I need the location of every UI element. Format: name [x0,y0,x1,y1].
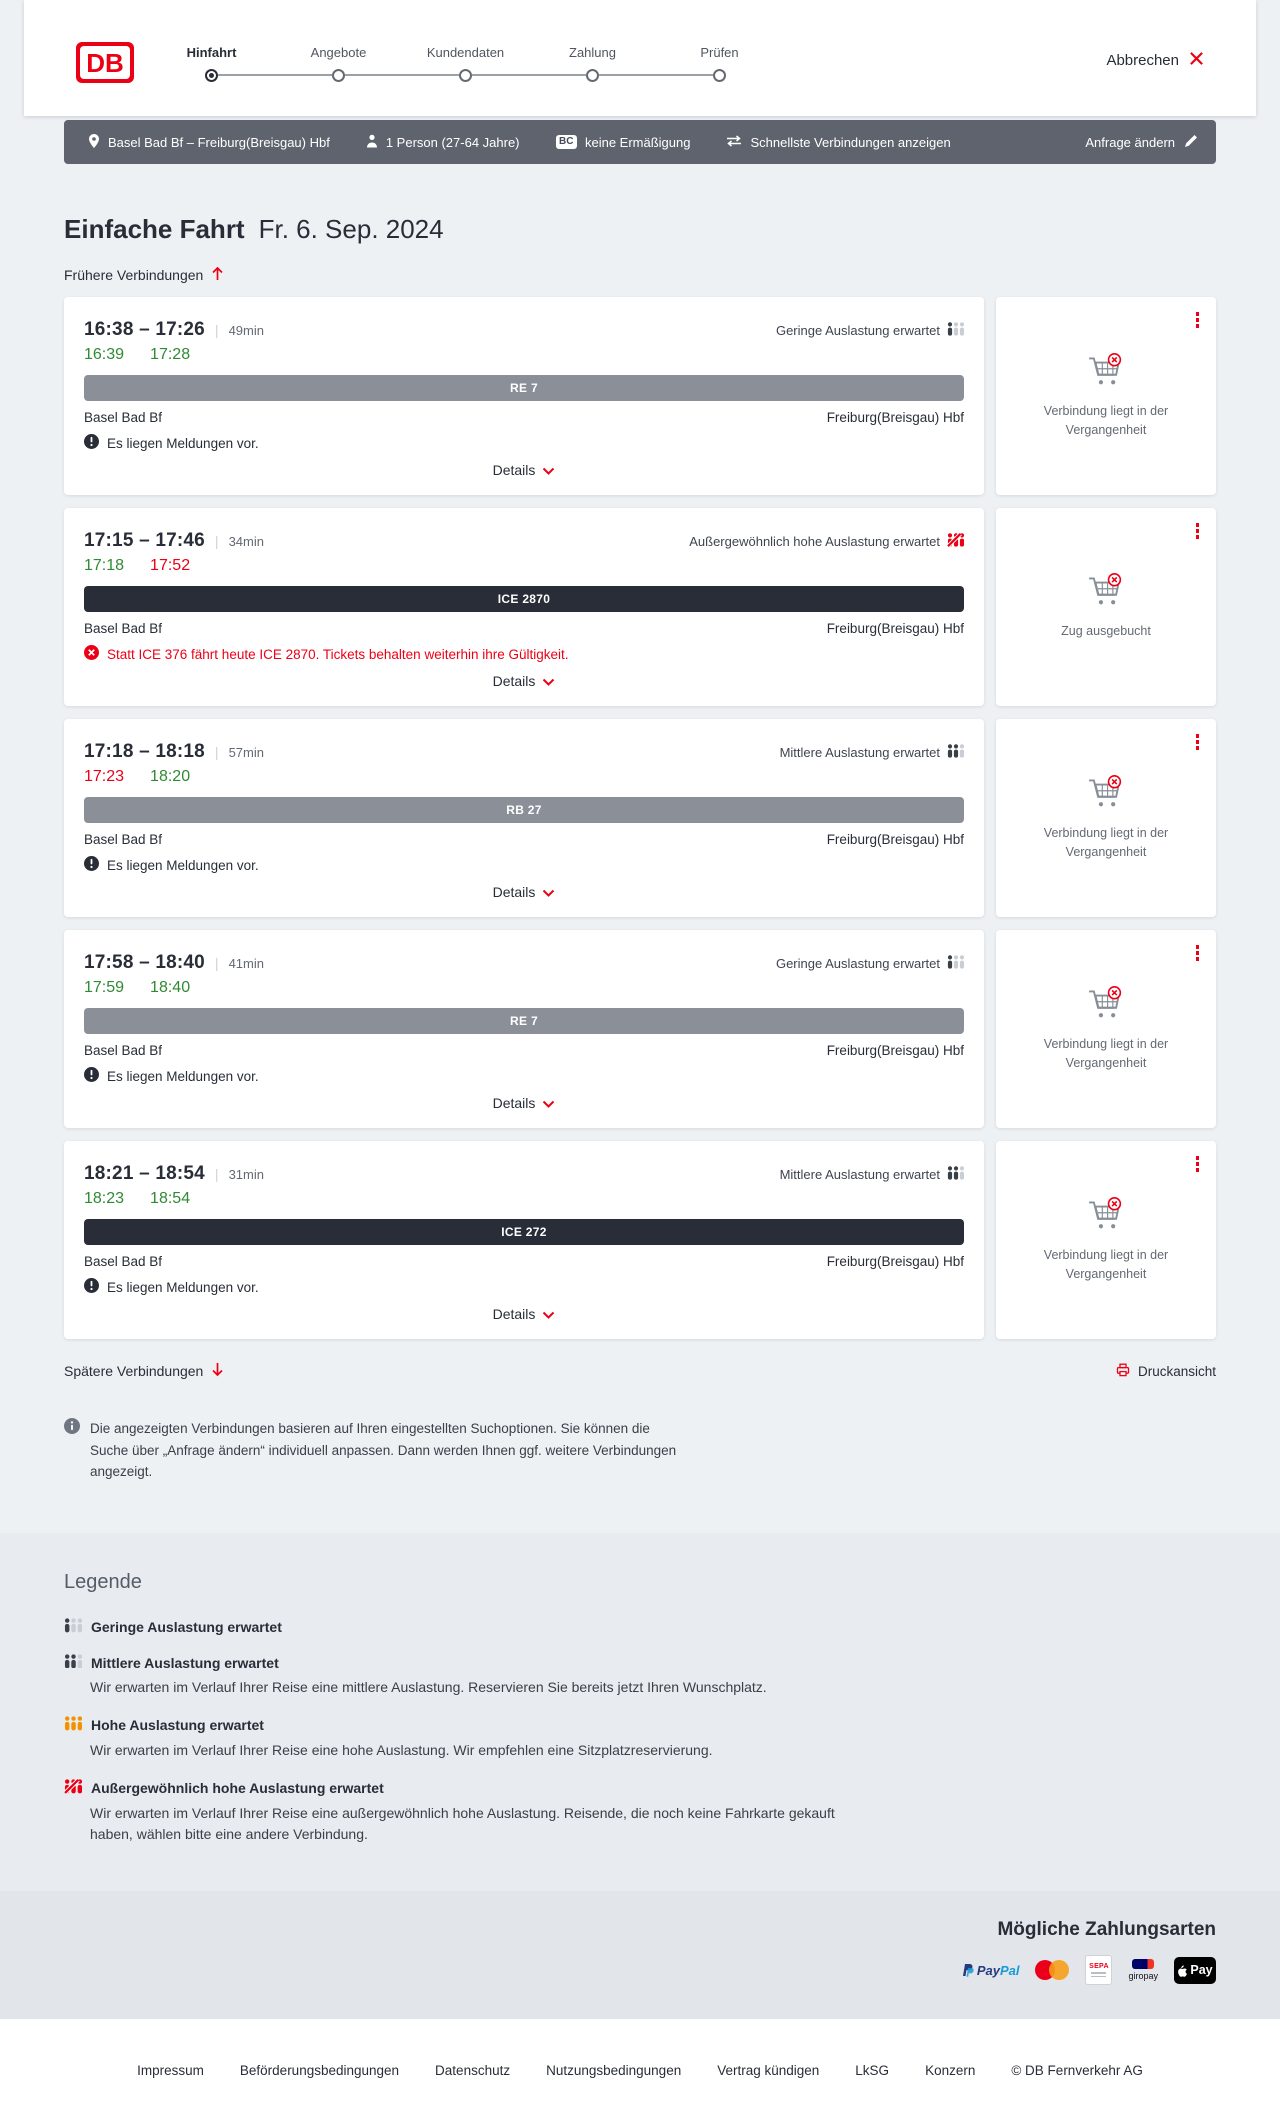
route-label: Basel Bad Bf – Freiburg(Breisgau) Hbf [108,134,330,150]
db-logo[interactable] [76,42,134,88]
step-circle-icon [459,69,472,82]
availability-status: Verbindung liegt in der Vergangenheit [1043,826,1169,859]
payment-methods-title: Mögliche Zahlungsarten [997,1919,1216,1941]
legend-item-description: Wir erwarten im Verlauf Ihrer Reise eine hohe Auslastung. Wir empfehlen eine Sitzplatzreservierung. [90,1742,713,1759]
connection-side-panel [996,508,1216,706]
print-view-link[interactable] [1116,1363,1216,1380]
occupancy-icon [64,1716,82,1734]
message-icon [84,645,99,663]
realtime-times [84,346,964,364]
message-text: Es liegen Meldungen vor. [107,435,259,451]
location-pin-icon [88,133,100,152]
origin-station: Basel Bad Bf [84,1043,163,1058]
train-bar[interactable] [84,797,964,823]
details-label: Details [492,462,536,478]
step-label: Angebote [310,44,367,60]
duration-divider: | [214,322,219,338]
occupancy-icon [947,322,964,339]
legend-items [64,1618,1216,1845]
realtime-times [84,979,964,997]
occupancy-label: Außergewöhnlich hohe Auslastung erwartet [689,534,940,549]
planned-times: 17:18 – 18:18 [84,741,205,762]
realtime-departure: 17:18 [84,557,125,574]
message-text: Es liegen Meldungen vor. [107,1068,259,1084]
train-bar[interactable] [84,375,964,401]
paypal-icon: PayPal [962,1963,1020,1978]
destination-station: Freiburg(Breisgau) Hbf [826,621,964,636]
realtime-departure: 17:23 [84,768,125,785]
sort-option-label: Schnellste Verbindungen anzeigen [750,134,951,150]
message-text: Es liegen Meldungen vor. [107,857,259,873]
origin-station: Basel Bad Bf [84,621,163,636]
train-bar[interactable] [84,586,964,612]
planned-times: 16:38 – 17:26 [84,319,205,340]
search-summary-bar [64,120,1216,164]
booking-progress-stepper [148,45,783,82]
discount-label: keine Ermäßigung [584,134,691,150]
realtime-times [84,768,964,786]
train-label: RE 7 [510,381,538,395]
options-menu-button[interactable] [1193,520,1203,542]
footer-link[interactable]: Beförderungsbedingungen [239,2062,400,2078]
legend-item [64,1654,1216,1699]
occupancy-icon [947,744,964,761]
cart-unavailable-icon [1087,775,1125,814]
travel-date: Fr. 6. Sep. 2024 [258,214,444,244]
legend-item-title: Hohe Auslastung erwartet [91,1717,264,1734]
duration: 41min [228,956,264,971]
page-title-row [64,214,1216,244]
top-navigation-bar [24,0,1256,116]
passenger-label: 1 Person (27-64 Jahre) [385,134,520,150]
step-circle-icon [586,69,599,82]
sort-option-summary [726,135,950,150]
connection-message [84,645,964,663]
details-button[interactable] [493,673,556,689]
payment-icons-row [962,1955,1216,1985]
chevron-down-icon [542,462,555,478]
footer-link[interactable]: Nutzungsbedingungen [546,2062,682,2078]
occupancy-icon [64,1654,82,1672]
origin-station: Basel Bad Bf [84,832,163,847]
connection-message [84,434,964,452]
arrow-up-icon [211,266,224,284]
db-logo-text: DB [86,48,124,78]
occupancy-label: Geringe Auslastung erwartet [775,323,940,338]
duration: 49min [228,323,264,338]
step-label: Zahlung [569,44,616,60]
legend-item [64,1716,1216,1761]
duration-divider: | [214,955,219,971]
step-circle-icon [713,69,726,82]
legend-item-description: Wir erwarten im Verlauf Ihrer Reise eine außergewöhnlich hohe Auslastung. Reisende, die noch keine Fahrkarte gekauft haben, wählen bitte eine andere Verbindung. [90,1805,835,1843]
legend-section [0,1533,1280,1891]
footer-copyright: © DB Fernverkehr AG [1011,2062,1143,2078]
legend-item [64,1779,1216,1845]
earlier-connections-link[interactable] [64,266,224,284]
chevron-down-icon [542,673,555,689]
message-text: Es liegen Meldungen vor. [107,1279,259,1295]
connection-row [64,508,1216,706]
availability-status: Verbindung liegt in der Vergangenheit [1043,1037,1169,1070]
occupancy-indicator [689,530,964,550]
details-button[interactable] [493,1306,556,1322]
occupancy-label: Geringe Auslastung erwartet [775,956,940,971]
message-icon [84,1278,99,1296]
details-button[interactable] [493,1095,556,1111]
message-icon [84,1067,99,1085]
occupancy-icon [64,1779,82,1797]
duration-divider: | [214,744,219,760]
page-title: Einfache Fahrt [64,214,245,244]
destination-station: Freiburg(Breisgau) Hbf [826,832,964,847]
train-label: RB 27 [506,803,542,817]
occupancy-icon [947,1166,964,1183]
person-icon [366,134,378,151]
connection-row [64,719,1216,917]
options-menu-button[interactable] [1193,1153,1203,1175]
step-label: Kundendaten [426,44,505,60]
options-menu-button[interactable] [1193,309,1203,331]
details-label: Details [492,1095,536,1111]
print-view-label: Druckansicht [1137,1363,1216,1379]
close-icon [1189,51,1204,70]
info-icon [64,1418,80,1441]
earlier-connections-label: Frühere Verbindungen [64,267,204,283]
occupancy-label: Mittlere Auslastung erwartet [779,745,940,760]
realtime-times [84,557,964,575]
cart-unavailable-icon [1087,1197,1125,1236]
cancel-label: Abbrechen [1106,51,1179,69]
footer-link[interactable]: Datenschutz [435,2062,511,2078]
connection-card [64,930,984,1128]
step-circle-icon [332,69,345,82]
connection-card [64,719,984,917]
occupancy-indicator [776,319,964,339]
pencil-icon [1184,134,1198,151]
discount-summary [556,135,691,150]
connection-row [64,297,1216,495]
realtime-departure: 17:59 [84,979,125,996]
origin-station: Basel Bad Bf [84,410,163,425]
route-summary [88,133,330,152]
train-label: ICE 2870 [497,592,551,606]
chevron-down-icon [542,1306,555,1322]
legend-item-title: Außergewöhnlich hohe Auslastung erwartet [91,1780,384,1797]
arrow-down-icon [211,1362,224,1380]
realtime-arrival: 17:52 [150,557,191,574]
destination-station: Freiburg(Breisgau) Hbf [826,410,964,425]
connection-side-panel [996,719,1216,917]
details-label: Details [492,673,536,689]
transfer-arrows-icon [726,135,742,150]
info-text: Die angezeigten Verbindungen basieren auf Ihren eingestellten Suchoptionen. Sie können die Suche über „Anfrage ändern“ individuell anpassen. Dann werden Ihnen ggf. weitere Verbindungen angezeigt. [90,1421,677,1480]
search-options-info-note [64,1418,1216,1483]
journey-results-main [0,214,1280,1533]
giropay-icon: giropay [1128,1959,1158,1981]
options-menu-button[interactable] [1193,731,1203,753]
cart-unavailable-icon [1087,986,1125,1025]
legend-item-title: Mittlere Auslastung erwartet [91,1654,279,1671]
connection-side-panel [996,930,1216,1128]
sepa-lastschrift-icon: SEPA [1085,1955,1112,1985]
footer-link[interactable]: Konzern [925,2062,976,2078]
legend-item-title: Geringe Auslastung erwartet [91,1618,282,1635]
apple-pay-icon: Pay [1174,1957,1216,1984]
realtime-arrival: 18:40 [150,979,191,996]
connection-card [64,1141,984,1339]
cancel-button[interactable] [1106,51,1204,70]
realtime-arrival: 18:20 [150,768,191,785]
realtime-arrival: 17:28 [150,346,191,363]
occupancy-indicator [776,952,964,972]
chevron-down-icon [542,1095,555,1111]
train-label: ICE 272 [501,1225,547,1239]
realtime-departure: 16:39 [84,346,125,363]
options-menu-button[interactable] [1193,942,1203,964]
connection-message [84,1067,964,1085]
connection-row [64,930,1216,1128]
realtime-times [84,1190,964,1208]
details-button[interactable] [493,884,556,900]
occupancy-indicator [780,741,964,761]
connection-card [64,508,984,706]
step-prüfen[interactable] [656,45,783,82]
connection-card [64,297,984,495]
cart-unavailable-icon [1087,573,1125,612]
bahncard-icon: BC [556,135,577,149]
message-icon [84,856,99,874]
chevron-down-icon [542,884,555,900]
later-connections-label: Spätere Verbindungen [64,1363,204,1379]
train-label: RE 7 [510,1014,538,1028]
planned-times: 17:58 – 18:40 [84,952,205,973]
duration: 57min [228,745,264,760]
payment-methods-section [0,1891,1280,2019]
message-text: Statt ICE 376 fährt heute ICE 2870. Tickets behalten weiterhin ihre Gültigkeit. [107,646,569,662]
page-footer [0,2019,1280,2121]
legend-title: Legende [64,1570,142,1593]
results-bottom-links [64,1362,1216,1380]
connection-side-panel [996,297,1216,495]
duration: 34min [228,534,264,549]
origin-station: Basel Bad Bf [84,1254,163,1269]
details-label: Details [492,1306,536,1322]
edit-request-label: Anfrage ändern [1085,134,1175,150]
availability-status: Verbindung liegt in der Vergangenheit [1043,1248,1169,1281]
legend-item [64,1618,1216,1636]
connection-message [84,856,964,874]
destination-station: Freiburg(Breisgau) Hbf [826,1043,964,1058]
train-bar[interactable] [84,1008,964,1034]
realtime-departure: 18:23 [84,1190,125,1207]
details-button[interactable] [493,462,556,478]
connection-message [84,1278,964,1296]
footer-link[interactable]: Impressum [137,2062,204,2078]
occupancy-label: Mittlere Auslastung erwartet [779,1167,940,1182]
edit-request-button[interactable] [1085,134,1198,151]
destination-station: Freiburg(Breisgau) Hbf [826,1254,964,1269]
connection-side-panel [996,1141,1216,1339]
passenger-summary [366,134,520,151]
step-circle-icon [205,69,218,82]
planned-times: 17:15 – 17:46 [84,530,205,551]
step-label: Hinfahrt [186,44,237,60]
credit-card-icon [1035,1960,1069,1981]
availability-status: Verbindung liegt in der Vergangenheit [1043,404,1169,437]
details-label: Details [492,884,536,900]
footer-link[interactable]: Vertrag kündigen [717,2062,820,2078]
duration-divider: | [214,1166,219,1182]
duration-divider: | [214,533,219,549]
cart-unavailable-icon [1087,353,1125,392]
availability-status: Zug ausgebucht [1061,624,1151,639]
legend-item-description: Wir erwarten im Verlauf Ihrer Reise eine mittlere Auslastung. Reservieren Sie bereits jetzt Ihren Wunschplatz. [90,1679,767,1696]
connection-row [64,1141,1216,1339]
occupancy-icon [947,955,964,972]
realtime-arrival: 18:54 [150,1190,191,1207]
later-connections-link[interactable] [64,1362,224,1380]
footer-link[interactable]: LkSG [855,2062,890,2078]
planned-times: 18:21 – 18:54 [84,1163,205,1184]
train-bar[interactable] [84,1219,964,1245]
occupancy-icon [947,533,964,550]
duration: 31min [228,1167,264,1182]
printer-icon [1116,1363,1130,1380]
occupancy-indicator [780,1163,964,1183]
connection-list [64,297,1216,1339]
occupancy-icon [64,1618,82,1636]
step-label: Prüfen [700,44,739,60]
message-icon [84,434,99,452]
